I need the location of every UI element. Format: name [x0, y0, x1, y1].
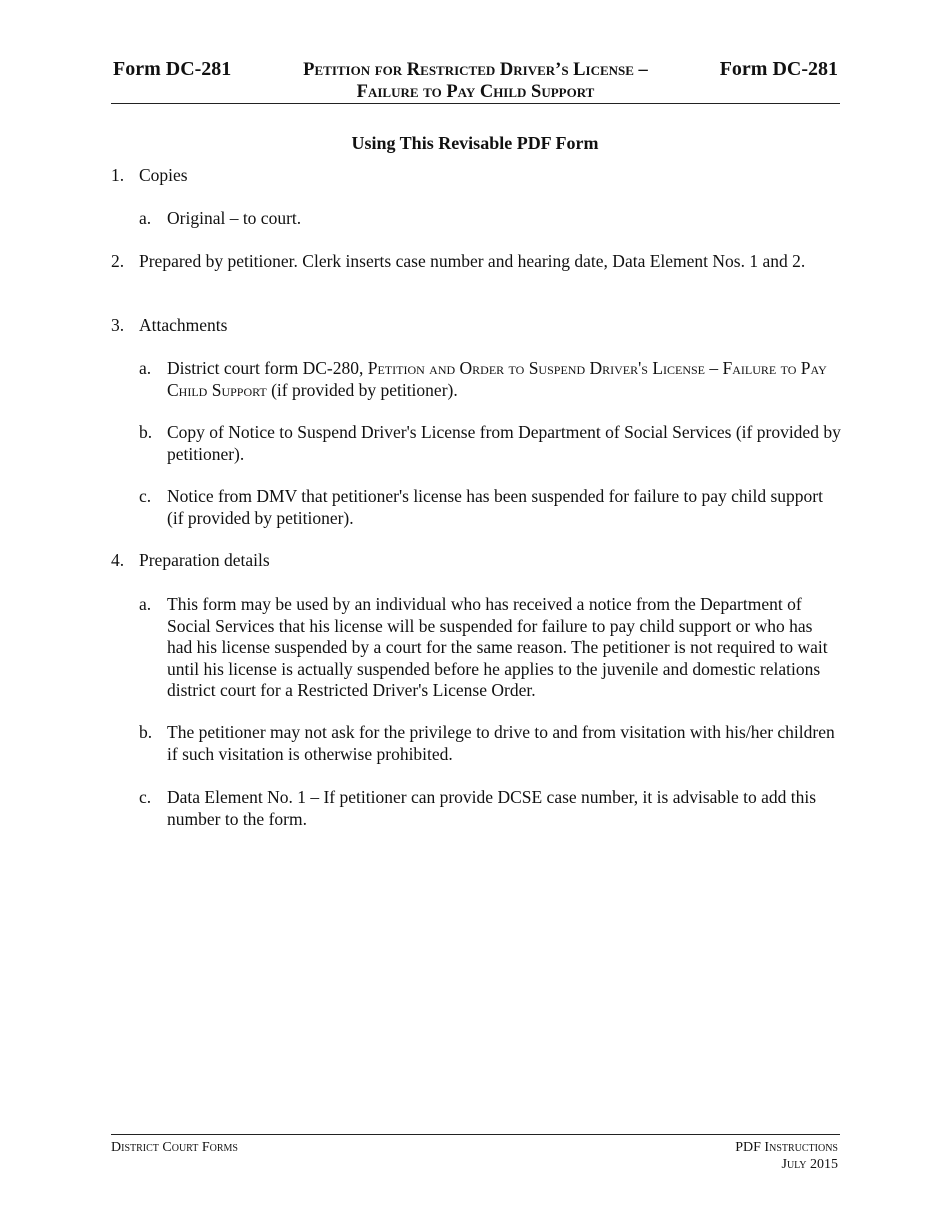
- footer-date: July 2015: [781, 1157, 838, 1172]
- section-title: Using This Revisable PDF Form: [351, 133, 599, 153]
- sub-item-text: [167, 358, 841, 401]
- sub-item-text: This form may be used by an individual who has received a notice from the Department of Social Services that his license will be suspended for failure to pay child support or who has had his license suspended by a court for the same reason. The petitioner is not required to wait until his license is actually suspended before he applies to the juvenile and domestic relations district court for a Restricted Driver's License Order.: [167, 594, 828, 700]
- item-title: Preparation details: [139, 550, 270, 570]
- form-title-line-1: Petition for Restricted Driver’s License –: [303, 60, 648, 80]
- sub-item-label: b.: [139, 422, 153, 442]
- form-number-right: Form DC-281: [719, 58, 838, 80]
- sub-item-label: b.: [139, 722, 153, 742]
- item-number: 3.: [111, 315, 125, 335]
- referenced-form-name: Petition and Order to Suspend Driver's License – Failure to Pay Child Support: [167, 358, 827, 400]
- sub-item-label: a.: [139, 358, 152, 378]
- page-footer: [111, 1134, 840, 1172]
- sub-item-text: Data Element No. 1 – If petitioner can provide DCSE case number, it is advisable to add this number to the form.: [167, 787, 817, 829]
- footer-left-text: District Court Forms: [111, 1140, 238, 1155]
- sub-item-text-prefix: District court form DC-280,: [167, 358, 368, 378]
- item-number: 1.: [111, 165, 125, 185]
- item-title: Copies: [139, 165, 188, 185]
- form-number-left: Form DC-281: [113, 58, 232, 80]
- footer-right-text: [735, 1139, 838, 1173]
- sub-item-label: c.: [139, 486, 152, 506]
- form-title-line-2: Failure to Pay Child Support: [356, 82, 595, 102]
- sub-item-text: Original – to court.: [167, 208, 302, 228]
- item-title: Attachments: [139, 315, 228, 335]
- footer-doc-type: PDF Instructions: [735, 1140, 838, 1155]
- item-number: 4.: [111, 550, 125, 570]
- sub-item-text: Copy of Notice to Suspend Driver's License from Department of Social Services (if provided by petitioner).: [167, 422, 841, 464]
- sub-item-label: a.: [139, 594, 152, 614]
- sub-item-label: c.: [139, 787, 152, 807]
- sub-item-text: The petitioner may not ask for the privilege to drive to and from visitation with his/her children if such visitation is otherwise prohibited.: [167, 722, 835, 764]
- item-number: 2.: [111, 251, 125, 271]
- sub-item-text: Notice from DMV that petitioner's license has been suspended for failure to pay child support (if provided by petitioner).: [167, 486, 823, 528]
- item-text: Prepared by petitioner. Clerk inserts case number and hearing date, Data Element Nos. 1 and 2.: [139, 251, 806, 271]
- sub-item-text-suffix: (if provided by petitioner).: [266, 379, 458, 400]
- page-header: [111, 57, 840, 104]
- sub-item-label: a.: [139, 208, 152, 228]
